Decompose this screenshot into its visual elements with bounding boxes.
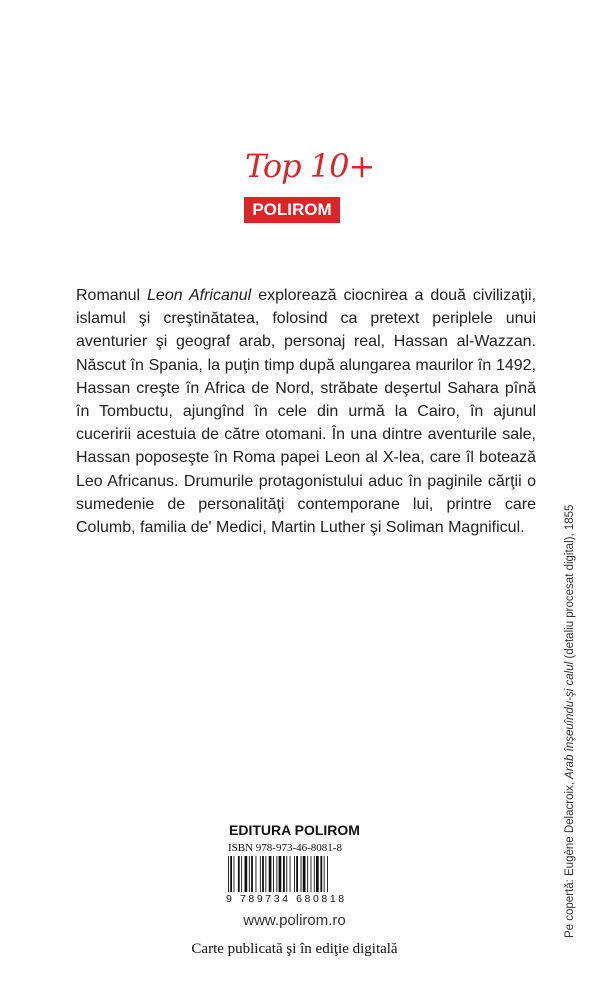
cover-credit <box>564 505 576 938</box>
polirom-badge: POLIROM <box>244 197 340 223</box>
blurb-prefix: Romanul <box>76 287 148 304</box>
credit-prefix: Pe copertă: Eugène Delacroix, <box>564 778 576 938</box>
blurb-book-title: Leon Africanul <box>147 287 252 304</box>
publisher-website: www.polirom.ro <box>243 912 346 929</box>
barcode-digits: 9 789734 680818 <box>226 893 347 905</box>
book-blurb <box>76 284 536 539</box>
credit-artwork-title: Arab înşeuîndu-şi calul <box>564 661 576 779</box>
blurb-body: explorează ciocnirea a două civilizaţii, islamul şi creştinătatea, folosind ca pretext periplele unui aventurier şi geograf arab, personaj real, Hassan al-Wazzan. Născut în Spania, la puţin timp după alungarea maurilor în 1492, Hassan creşte în Africa de Nord, străbate deşertul Sahara pînă în Tombuctu, ajungînd în cele din urmă la Cairo, în ajunul cuceririi acestuia de către otomani. În una dintre aventurile sale, Hassan poposeşte în Roma papei Leon al X-lea, care îl botează Leo Africanus. Drumurile protagonistului aduc în paginile cărţii o sumedenie de personalităţi contemporane lui, printre care Columb, familia de' Medici, Martin Luther şi Soliman Magnificul. <box>76 287 537 537</box>
barcode-icon <box>227 856 361 894</box>
publisher-name: EDITURA POLIROM <box>229 822 360 838</box>
digital-edition-note: Carte publicată şi în ediţie digitală <box>191 941 398 957</box>
isbn-text: ISBN 978-973-46-8081-8 <box>228 842 342 854</box>
series-logo-top10: Top 10+ <box>245 147 375 185</box>
credit-suffix: (detaliu procesat digital), 1855 <box>564 504 576 662</box>
